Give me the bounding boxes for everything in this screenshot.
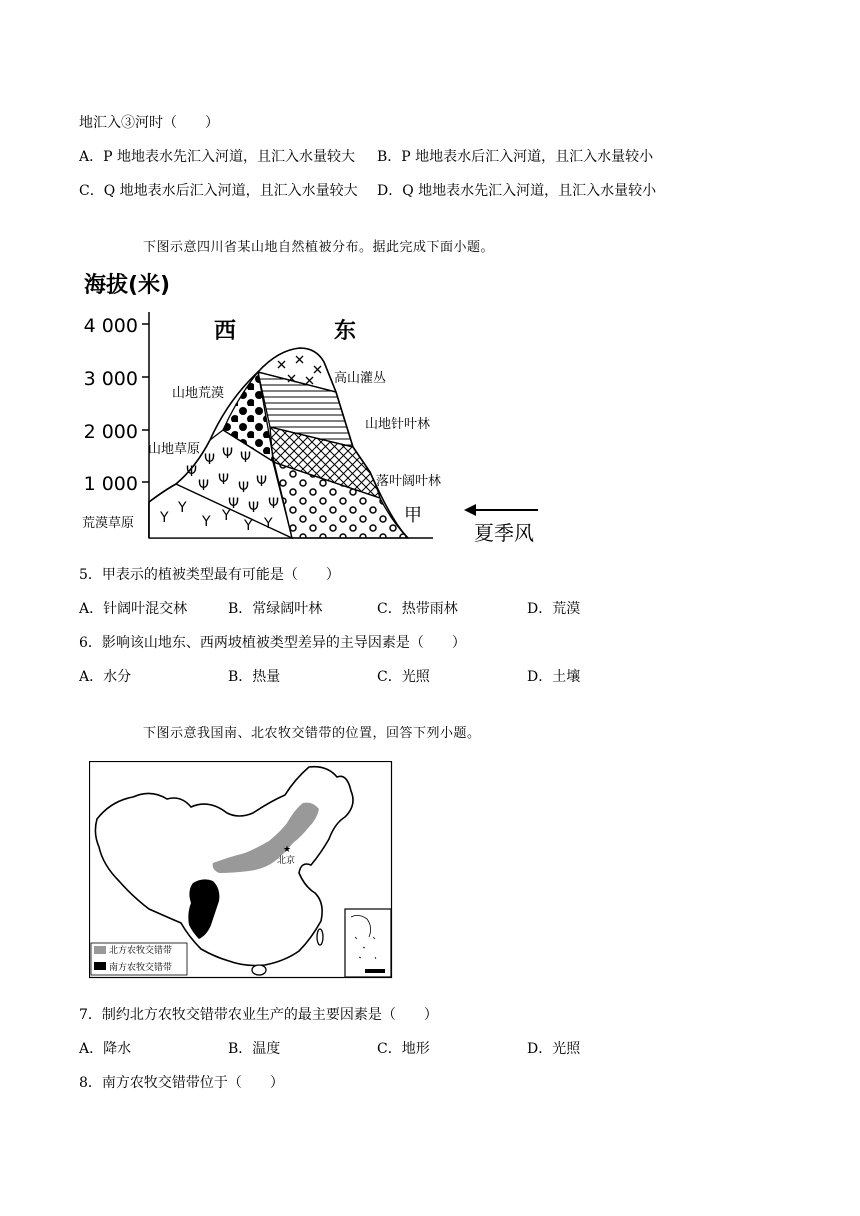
q7-option-a[interactable]: A．降水: [79, 1041, 132, 1057]
svg-text:Ψ: Ψ: [186, 464, 198, 480]
y-tick-1000: 1 000: [83, 473, 138, 495]
q6-option-d[interactable]: D．土壤: [527, 669, 581, 685]
q7-option-d[interactable]: D．光照: [527, 1041, 581, 1057]
svg-text:Y: Y: [160, 510, 169, 526]
beijing-star-icon: ★: [283, 845, 292, 855]
label-summer-wind: 夏季风: [474, 521, 534, 545]
mountain-vegetation-figure: [78, 262, 558, 547]
summer-wind-arrow: [464, 504, 538, 516]
legend-south-label: 南方农牧交错带: [109, 963, 173, 973]
label-coniferous: 山地针叶林: [365, 417, 431, 432]
svg-text:Y: Y: [178, 500, 187, 516]
svg-text:Ψ: Ψ: [256, 474, 268, 490]
y-axis-title: 海拔(米): [84, 273, 171, 298]
q7-stem: 7．制约北方农牧交错带农业生产的最主要因素是（ ）: [79, 1007, 438, 1023]
legend-south-swatch: [94, 962, 106, 970]
beijing-label: 北京: [277, 856, 296, 866]
label-deciduous: 落叶阔叶林: [376, 474, 442, 489]
label-desert-grassland: 荒漠草原: [82, 516, 135, 531]
q7-option-b[interactable]: B．温度: [228, 1041, 281, 1057]
q4-option-d[interactable]: D．Q 地地表水先汇入河道，且汇入水量较小: [377, 183, 657, 199]
q4-option-a[interactable]: A．P 地地表水先汇入河道，且汇入水量较大: [79, 149, 355, 165]
y-tick-2000: 2 000: [83, 421, 138, 443]
label-jia: 甲: [404, 505, 422, 526]
svg-text:Ψ: Ψ: [228, 496, 240, 512]
svg-text:Ψ: Ψ: [240, 450, 252, 466]
svg-text:Y: Y: [244, 518, 253, 534]
svg-text:Y: Y: [202, 514, 211, 530]
q8-stem: 8．南方农牧交错带位于（ ）: [79, 1075, 284, 1091]
section-intro-ecotone: 下图示意我国南、北农牧交错带的位置，回答下列小题。: [143, 726, 481, 741]
label-mountain-desert: 山地荒漠: [172, 386, 225, 401]
y-tick-3000: 3 000: [83, 368, 138, 390]
q5-option-b[interactable]: B．常绿阔叶林: [228, 601, 323, 617]
svg-text:Y: Y: [264, 516, 273, 532]
q4-option-b[interactable]: B．P 地地表水后汇入河道，且汇入水量较小: [377, 149, 654, 165]
east-label: 东: [334, 319, 357, 344]
q6-option-b[interactable]: B．热量: [228, 669, 281, 685]
south-china-sea-inset: [345, 909, 391, 977]
svg-text:Ψ: Ψ: [268, 496, 280, 512]
svg-text:Ψ: Ψ: [222, 446, 234, 462]
q6-option-c[interactable]: C．光照: [377, 669, 430, 685]
q5-option-c[interactable]: C．热带雨林: [377, 601, 458, 617]
q5-option-a[interactable]: A．针阔叶混交林: [79, 601, 188, 617]
svg-text:Y: Y: [222, 508, 231, 524]
q6-stem: 6．影响该山地东、西两坡植被类型差异的主导因素是（ ）: [79, 635, 466, 651]
west-label: 西: [214, 319, 237, 344]
q4-option-c[interactable]: C．Q 地地表水后汇入河道，且汇入水量较大: [79, 183, 358, 199]
y-tick-4000: 4 000: [83, 315, 138, 337]
svg-text:Ψ: Ψ: [204, 452, 216, 468]
q6-option-a[interactable]: A．水分: [79, 669, 132, 685]
china-ecotone-map: [89, 761, 393, 979]
svg-text:Ψ: Ψ: [218, 472, 230, 488]
legend-north-swatch: [94, 946, 106, 954]
svg-text:Ψ: Ψ: [248, 500, 260, 516]
map-legend: [91, 943, 187, 975]
legend-north-label: 北方农牧交错带: [109, 946, 173, 956]
label-alpine-shrub: 高山灌丛: [334, 371, 387, 386]
q5-stem: 5．甲表示的植被类型最有可能是（ ）: [79, 567, 340, 583]
label-mountain-grassland: 山地草原: [148, 442, 201, 457]
section-intro-vegetation: 下图示意四川省某山地自然植被分布。据此完成下面小题。: [143, 240, 495, 255]
q5-option-d[interactable]: D．荒漠: [527, 601, 581, 617]
taiwan-island: [317, 929, 323, 945]
svg-text:Ψ: Ψ: [198, 478, 210, 494]
svg-text:Ψ: Ψ: [238, 480, 250, 496]
q7-option-c[interactable]: C．地形: [377, 1041, 430, 1057]
q4-stem-tail: 地汇入③河时（ ）: [79, 115, 219, 131]
hainan-island: [252, 965, 266, 975]
